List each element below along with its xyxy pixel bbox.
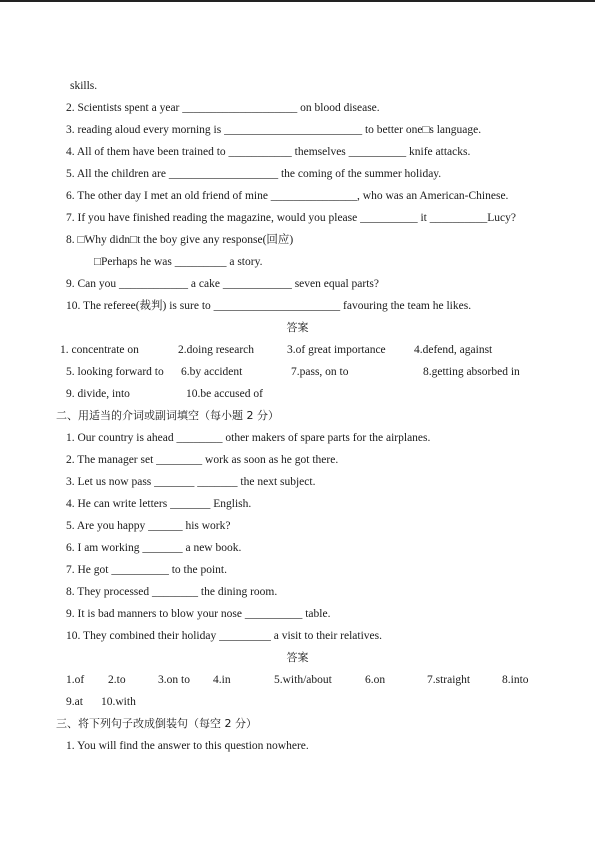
answer-item: 8.getting absorbed in [423,366,520,378]
page-top-border [0,0,595,2]
exercise-line: skills. [70,80,98,92]
answer-item: 4.defend, against [414,344,493,356]
answer-item: 10.be accused of [186,388,263,400]
answer-item: 2.to [108,674,126,686]
exercise-line: 9. Can you ____________ a cake ____________ seven equal parts? [66,278,379,290]
exercise-line: 7. If you have finished reading the magazine, would you please __________ it __________Lucy? [66,212,516,224]
answer-heading: 答案 [286,321,309,334]
answer-item: 3.of great importance [287,344,386,356]
exercise-line: 3. Let us now pass _______ _______ the next subject. [66,476,316,488]
answer-item: 10.with [101,696,136,708]
exercise-line: 4. All of them have been trained to ___________ themselves __________ knife attacks. [66,146,471,158]
exercise-line: 1. Our country is ahead ________ other makers of spare parts for the airplanes. [66,432,431,444]
answer-item: 7.straight [427,674,471,686]
answer-item: 2.doing research [178,344,254,356]
answer-item: 6.on [365,674,386,686]
exercise-line: 3. reading aloud every morning is ________________________ to better one□s language. [66,124,482,136]
exercise-line: 5. All the children are ___________________ the coming of the summer holiday. [66,168,442,180]
answer-item: 8.into [502,674,529,686]
answer-item: 7.pass, on to [291,366,349,378]
exercise-line: 2. The manager set ________ work as soon as he got there. [66,454,339,466]
exercise-line: 1. You will find the answer to this question nowhere. [66,740,309,752]
exercise-line: 5. Are you happy ______ his work? [66,520,231,532]
answer-item: 5.with/about [274,674,332,686]
exercise-line: 8. □Why didn□t the boy give any response(回应) [66,234,294,246]
exercise-line: 2. Scientists spent a year ____________________ on blood disease. [66,102,380,114]
answer-heading: 答案 [286,651,309,664]
section-heading: 三、将下列句子改成倒装句（每空 2 分） [56,717,257,730]
answer-item: 9.at [66,696,83,708]
section-heading: 二、用适当的介词或副词填空（每小题 2 分） [56,409,279,422]
answer-item: 4.in [213,674,231,686]
exercise-line: 6. The other day I met an old friend of mine _______________, who was an American-Chinese. [66,190,509,202]
exercise-line: □Perhaps he was _________ a story. [94,256,263,268]
exercise-line: 4. He can write letters _______ English. [66,498,252,510]
exercise-line: 6. I am working _______ a new book. [66,542,242,554]
answer-item: 6.by accident [181,366,243,378]
exercise-line: 10. The referee(裁判) is sure to ______________________ favouring the team he likes. [66,300,472,312]
exercise-line: 7. He got __________ to the point. [66,564,227,576]
answer-item: 5. looking forward to [66,366,164,378]
exercise-line: 9. It is bad manners to blow your nose __________ table. [66,608,331,620]
answer-item: 9. divide, into [66,388,130,400]
answer-item: 3.on to [158,674,190,686]
answer-item: 1. concentrate on [60,344,139,356]
exercise-line: 8. They processed ________ the dining room. [66,586,278,598]
answer-item: 1.of [66,674,85,686]
exercise-line: 10. They combined their holiday _________ a visit to their relatives. [66,630,382,642]
